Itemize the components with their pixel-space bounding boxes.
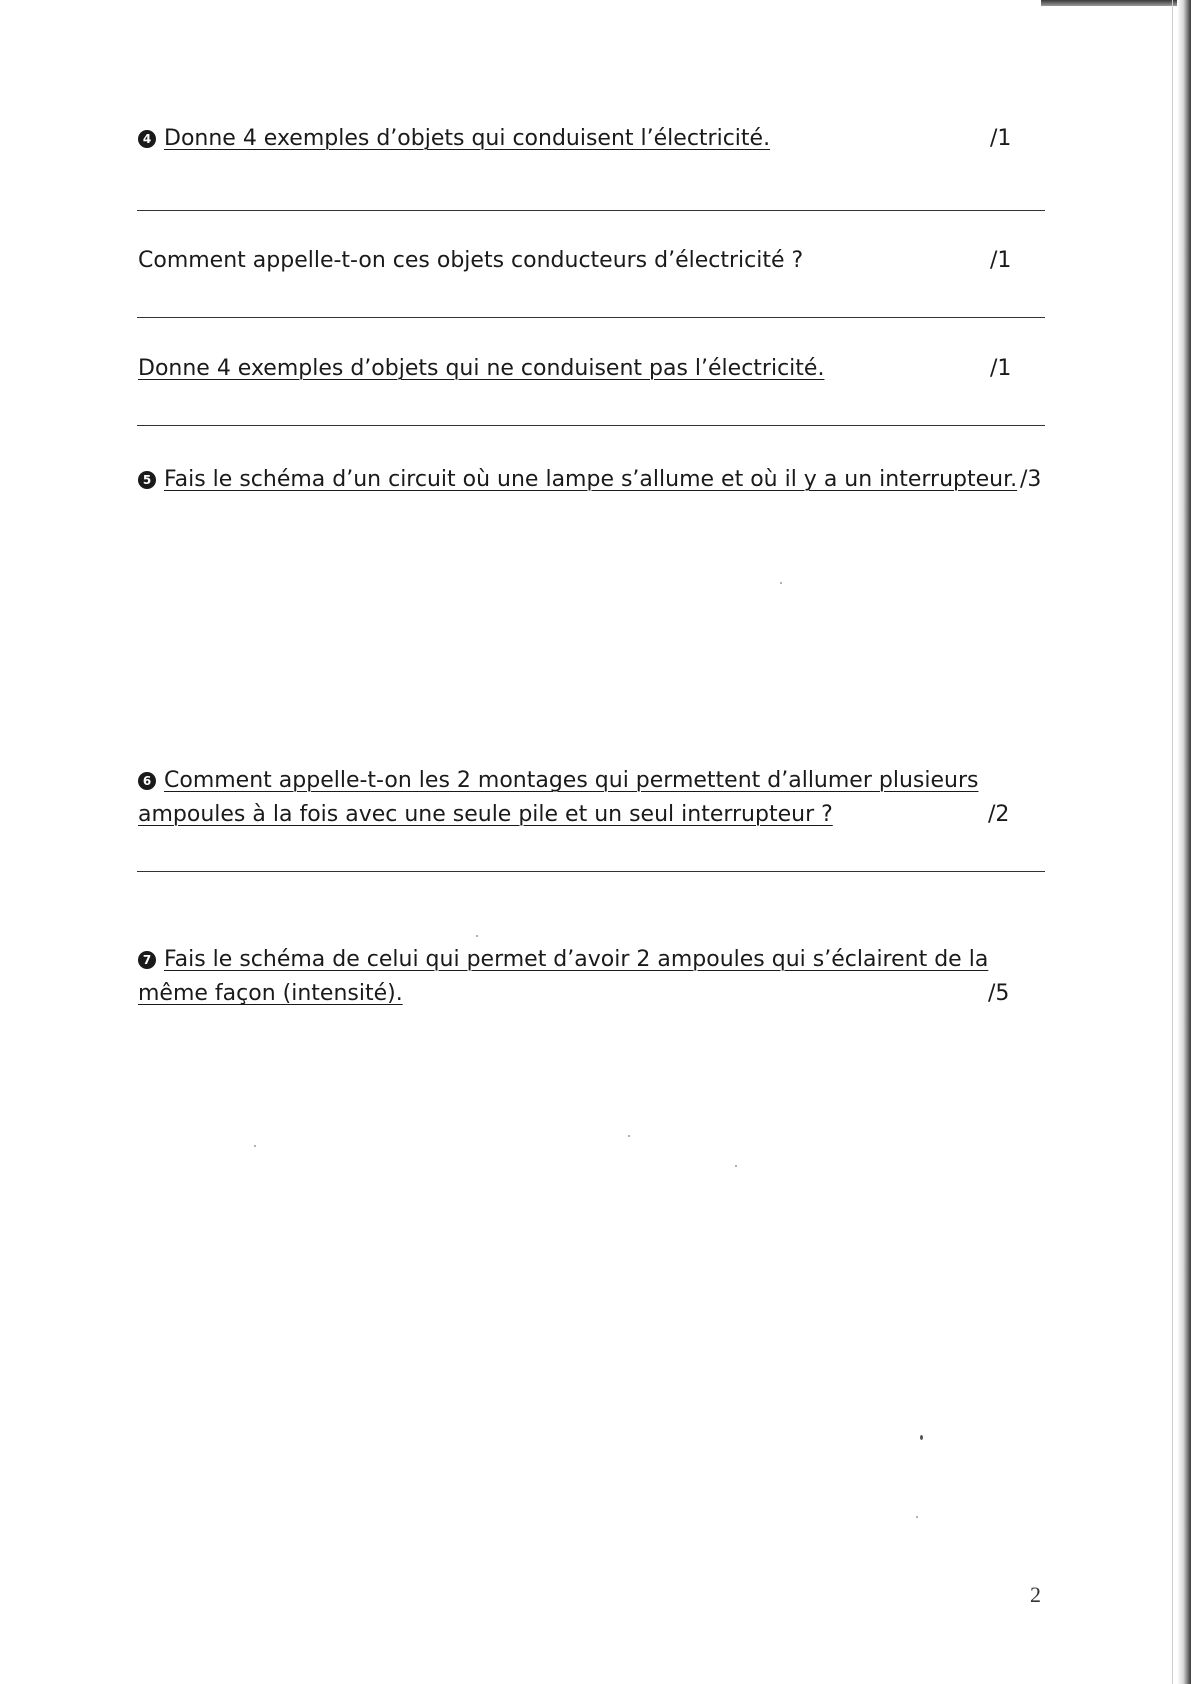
answer-line (137, 210, 1045, 211)
scan-speck (916, 1516, 918, 1518)
question-7-line2 (138, 977, 403, 1010)
answer-line (137, 425, 1045, 426)
scan-speck (476, 935, 478, 937)
question-number-badge: 5 (138, 471, 156, 489)
page-number: 2 (1030, 1582, 1041, 1607)
question-7-line1 (138, 943, 988, 976)
scan-speck (254, 1145, 256, 1147)
question-5-text: Fais le schéma d’un circuit où une lampe s’allume et où il y a un interrupteur. (164, 467, 1018, 492)
question-7-text-line2: même façon (intensité). (138, 981, 403, 1006)
question-5 (138, 463, 1017, 496)
question-number-badge: 6 (138, 772, 156, 790)
scan-edge-line (1172, 0, 1173, 1684)
scan-corner-shadow (1041, 0, 1191, 6)
question-6-line1 (138, 764, 978, 797)
question-6-score: /2 (988, 802, 1010, 827)
scan-speck (920, 1435, 923, 1440)
answer-line (137, 317, 1045, 318)
answer-line (137, 871, 1045, 872)
question-4b-text: Comment appelle-t-on ces objets conducteurs d’électricité ? (138, 248, 804, 273)
scan-edge-shadow (1177, 0, 1191, 1684)
question-7-text-line1: Fais le schéma de celui qui permet d’avoir 2 ampoules qui s’éclairent de la (164, 947, 989, 972)
question-6-text-line2: ampoules à la fois avec une seule pile et un seul interrupteur ? (138, 802, 833, 827)
scan-speck (780, 582, 782, 584)
question-4-text: Donne 4 exemples d’objets qui conduisent l’électricité. (164, 126, 771, 151)
question-5-score: /3 (1020, 467, 1042, 492)
question-4c-text: Donne 4 exemples d’objets qui ne conduisent pas l’électricité. (138, 356, 825, 381)
question-number-badge: 4 (138, 130, 156, 148)
question-4-score: /1 (990, 126, 1012, 151)
question-4b-score: /1 (990, 248, 1012, 273)
question-number-badge: 7 (138, 951, 156, 969)
scan-speck (735, 1165, 737, 1167)
question-6-line2 (138, 798, 833, 831)
question-7-score: /5 (988, 981, 1010, 1006)
question-4 (138, 122, 770, 155)
scan-speck (628, 1135, 630, 1137)
question-6-text-line1: Comment appelle-t-on les 2 montages qui permettent d’allumer plusieurs (164, 768, 979, 793)
question-4c (138, 352, 824, 385)
question-4c-score: /1 (990, 356, 1012, 381)
